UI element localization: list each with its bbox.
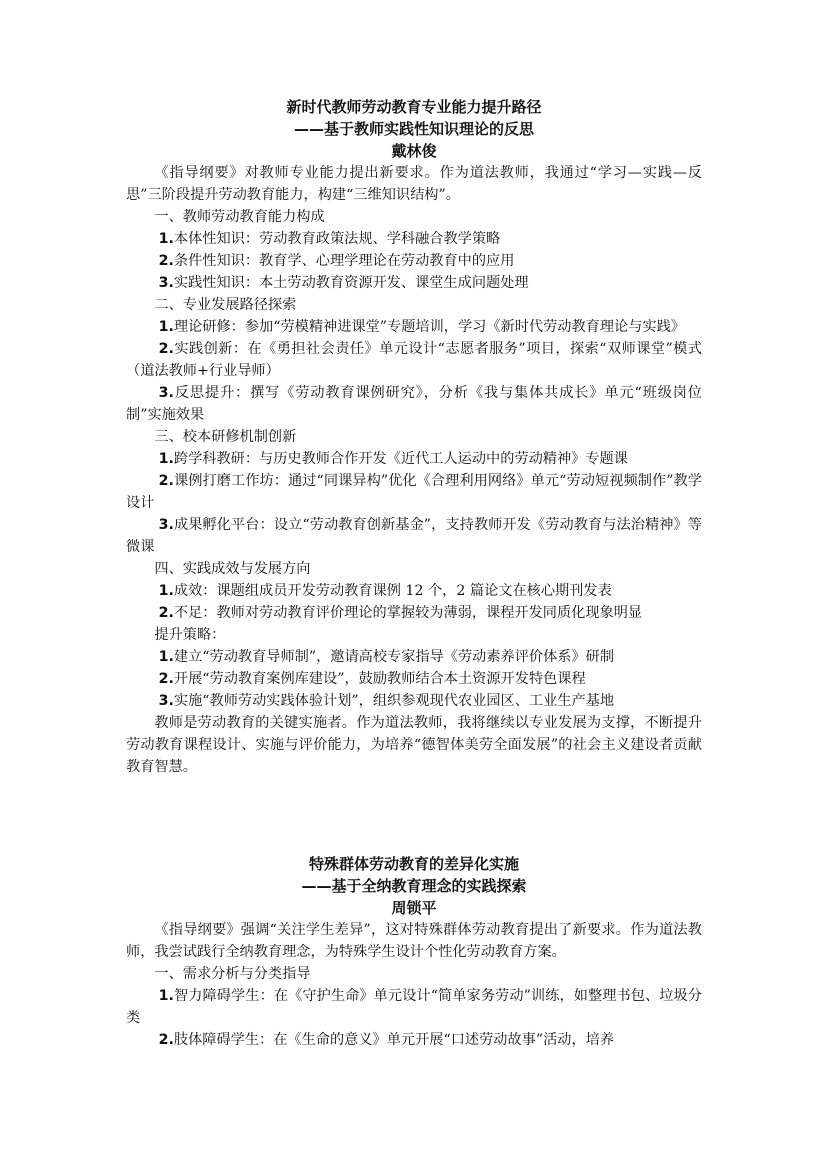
item-text: 建立“劳动教育导师制”，邀请高校专家指导《劳动素养评价体系》研制 xyxy=(173,649,615,665)
article-title: 新时代教师劳动教育专业能力提升路径 xyxy=(286,98,542,116)
item-text: 开展“劳动教育案例库建设”，鼓励教师结合本土资源开发特色课程 xyxy=(173,671,586,687)
strategy-heading: 提升策略： xyxy=(154,627,226,643)
list-item xyxy=(126,316,702,338)
item-number: 2. xyxy=(158,473,174,489)
item-text: 实践性知识：本土劳动教育资源开发、课堂生成问题处理 xyxy=(173,275,529,291)
item-text: 实践创新：在《勇担社会责任》单元设计“志愿者服务”项目，探索“双师课堂”模式（道法教师+行业导师） xyxy=(126,341,702,379)
item-text: 跨学科教研：与历史教师合作开发《近代工人运动中的劳动精神》专题课 xyxy=(173,451,628,467)
list-item xyxy=(126,382,702,426)
article-subtitle: ——基于全纳教育理念的实践探索 xyxy=(301,877,527,895)
list-item xyxy=(126,228,702,250)
article-2 xyxy=(126,853,702,1051)
list-item xyxy=(126,514,702,558)
article-author: 戴林俊 xyxy=(391,142,437,160)
section-heading: 一、需求分析与分类指导 xyxy=(154,966,311,982)
item-number: 3. xyxy=(158,275,174,291)
list-item xyxy=(126,470,702,514)
item-text: 实施“教师劳动实践体验计划”，组织参观现代农业园区、工业生产基地 xyxy=(173,693,615,709)
list-item xyxy=(126,580,702,602)
item-text: 反思提升：撰写《劳动教育课例研究》，分析《我与集体共成长》单元“班级岗位制”实施效果 xyxy=(126,385,702,423)
list-item xyxy=(126,272,702,294)
item-text: 智力障碍学生：在《守护生命》单元设计“简单家务劳动”训练，如整理书包、垃圾分类 xyxy=(126,988,702,1026)
item-number: 3. xyxy=(158,693,174,709)
item-text: 肢体障碍学生：在《生命的意义》单元开展“口述劳动故事”活动，培养 xyxy=(173,1032,615,1048)
item-number: 2. xyxy=(158,605,174,621)
article-1 xyxy=(126,96,702,778)
intro-paragraph: 《指导纲要》对教师专业能力提出新要求。作为道法教师，我通过“学习—实践—反思”三阶段提升劳动教育能力，构建“三维知识结构”。 xyxy=(126,165,702,203)
item-text: 理论研修：参加“劳模精神进课堂”专题培训，学习《新时代劳动教育理论与实践》 xyxy=(173,319,685,335)
item-text: 成果孵化平台：设立“劳动教育创新基金”，支持教师开发《劳动教育与法治精神》等微课 xyxy=(126,517,702,555)
section-heading: 三、校本研修机制创新 xyxy=(154,429,297,445)
section-heading: 四、实践成效与发展方向 xyxy=(154,561,311,577)
item-number: 1. xyxy=(158,319,174,335)
item-number: 2. xyxy=(158,341,174,357)
intro-paragraph: 《指导纲要》强调“关注学生差异”，这对特殊群体劳动教育提出了新要求。作为道法教师，我尝试践行全纳教育理念，为特殊学生设计个性化劳动教育方案。 xyxy=(126,922,702,960)
item-text: 不足：教师对劳动教育评价理论的掌握较为薄弱，课程开发同质化现象明显 xyxy=(173,605,643,621)
item-number: 1. xyxy=(158,649,174,665)
article-subtitle: ——基于教师实践性知识理论的反思 xyxy=(293,120,534,138)
article-title: 特殊群体劳动教育的差异化实施 xyxy=(308,855,519,873)
list-item xyxy=(126,1029,702,1051)
list-item xyxy=(126,985,702,1029)
item-text: 本体性知识：劳动教育政策法规、学科融合教学策略 xyxy=(173,231,501,247)
list-item xyxy=(126,250,702,272)
section-heading: 二、专业发展路径探索 xyxy=(154,297,297,313)
item-number: 3. xyxy=(158,517,174,533)
item-number: 1. xyxy=(158,231,174,247)
item-number: 2. xyxy=(158,671,174,687)
list-item xyxy=(126,448,702,470)
item-number: 2. xyxy=(158,1032,174,1048)
list-item xyxy=(126,602,702,624)
list-item xyxy=(126,668,702,690)
section-heading: 一、教师劳动教育能力构成 xyxy=(154,209,325,225)
conclusion-paragraph: 教师是劳动教育的关键实施者。作为道法教师，我将继续以专业发展为支撑，不断提升劳动教育课程设计、实施与评价能力，为培养“德智体美劳全面发展”的社会主义建设者贡献教育智慧。 xyxy=(126,715,702,775)
article-author: 周锁平 xyxy=(391,899,437,917)
item-number: 1. xyxy=(158,988,174,1004)
item-number: 1. xyxy=(158,583,174,599)
item-text: 成效：课题组成员开发劳动教育课例 12 个，2 篇论文在核心期刊发表 xyxy=(173,583,612,599)
list-item xyxy=(126,338,702,382)
list-item xyxy=(126,646,702,668)
list-item xyxy=(126,690,702,712)
item-number: 3. xyxy=(158,385,174,401)
item-text: 条件性知识：教育学、心理学理论在劳动教育中的应用 xyxy=(173,253,515,269)
item-number: 2. xyxy=(158,253,174,269)
item-text: 课例打磨工作坊：通过“同课异构”优化《合理利用网络》单元“劳动短视频制作”教学设计 xyxy=(126,473,702,511)
item-number: 1. xyxy=(158,451,174,467)
